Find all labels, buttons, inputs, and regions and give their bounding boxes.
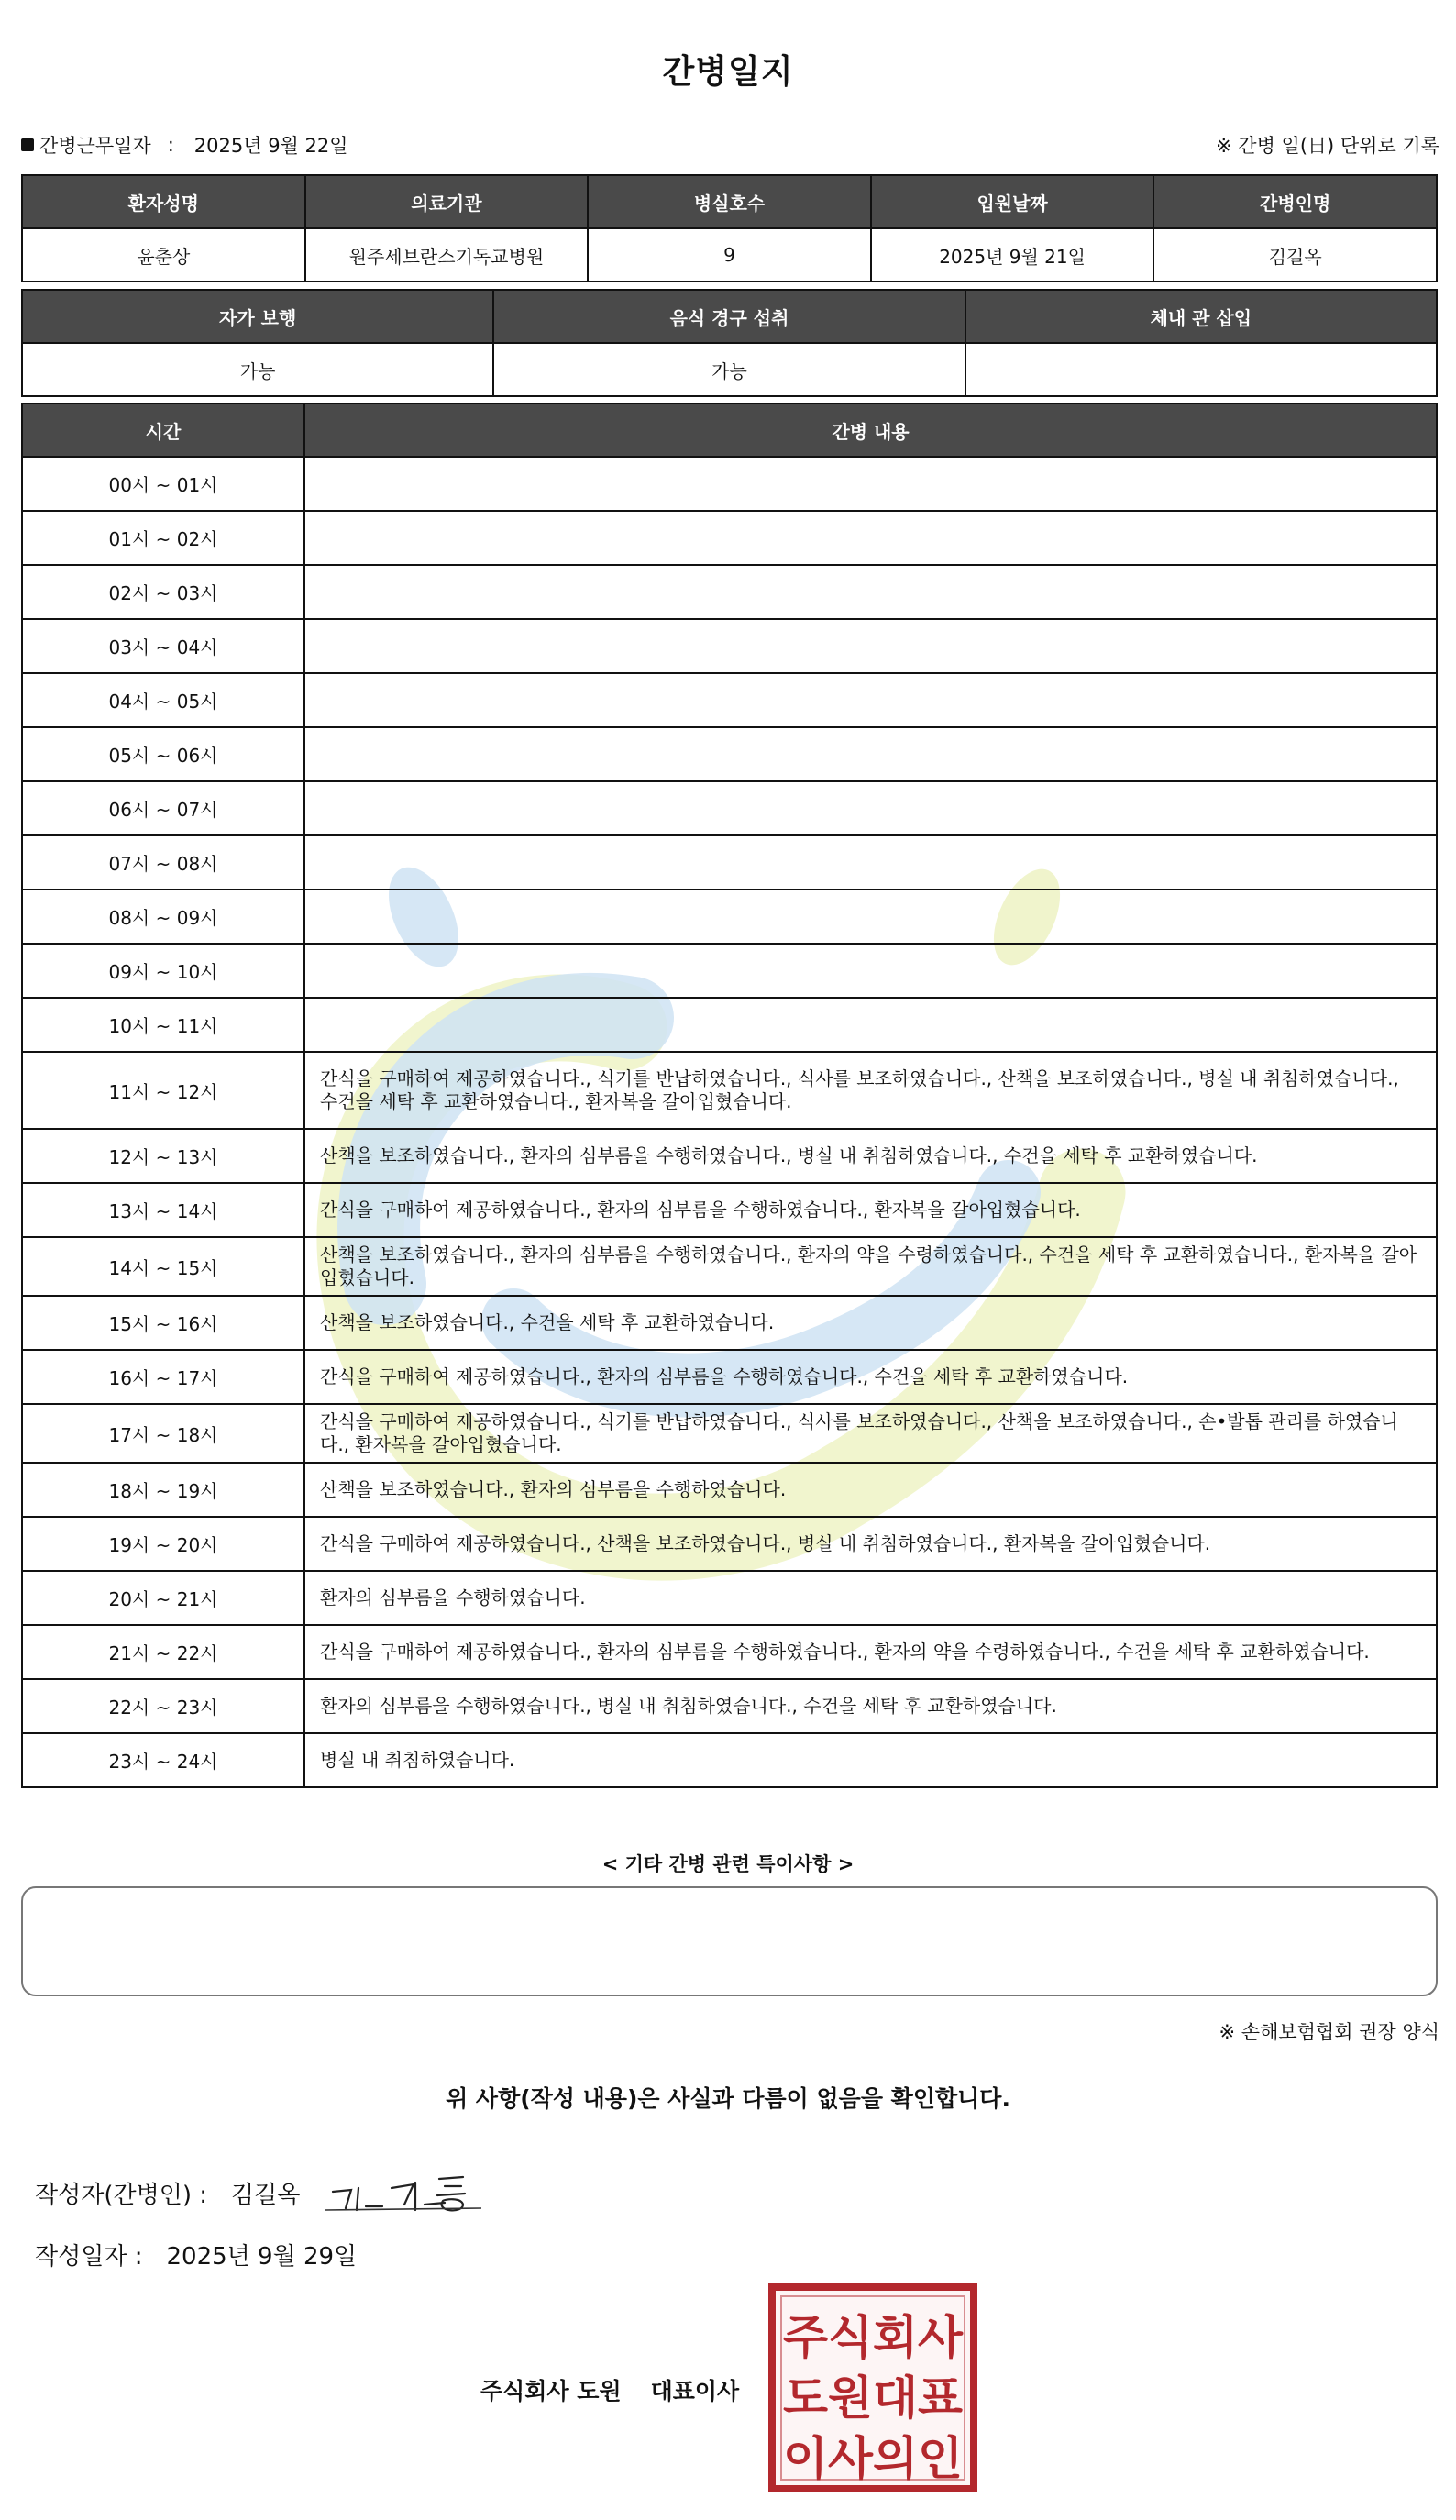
patient-info-table	[21, 174, 1438, 282]
handwritten-signature	[325, 2164, 491, 2219]
row-care-content: 간식을 구매하여 제공하였습니다., 식기를 반납하였습니다., 식사를 보조하였습니다., 산책을 보조하였습니다., 손•발톱 관리를 하였습니다., 환자복을 갈아입혔습니다.	[304, 1404, 1437, 1463]
row-time: 07시 ~ 08시	[22, 835, 304, 890]
table-row	[22, 673, 1437, 727]
writer-line	[35, 2176, 300, 2210]
header-admission-date: 입원날짜	[871, 175, 1154, 228]
patient-status-table	[21, 289, 1438, 397]
seal-line-1: 주식회사	[783, 2311, 964, 2364]
oral-intake-value: 가능	[493, 343, 965, 396]
row-care-content: 간식을 구매하여 제공하였습니다., 환자의 심부름을 수행하였습니다., 환자의 약을 수령하였습니다., 수건을 세탁 후 교환하였습니다.	[304, 1625, 1437, 1679]
row-care-content: 간식을 구매하여 제공하였습니다., 식기를 반납하였습니다., 식사를 보조하였습니다., 산책을 보조하였습니다., 병실 내 취침하였습니다., 수건을 세탁 후 교환하였습니다., 환자복을 갈아입혔습니다.	[304, 1052, 1437, 1129]
writer-label: 작성자(간병인) :	[35, 2182, 208, 2209]
header-hospital: 의료기관	[305, 175, 589, 228]
writer-name: 김길옥	[231, 2182, 301, 2209]
row-care-content: 환자의 심부름을 수행하였습니다., 병실 내 취침하였습니다., 수건을 세탁 후 교환하였습니다.	[304, 1679, 1437, 1733]
table-row	[22, 781, 1437, 835]
self-walking-value: 가능	[22, 343, 493, 396]
row-time: 00시 ~ 01시	[22, 457, 304, 511]
work-date-label: 간병근무일자	[39, 135, 151, 157]
hourly-log-table	[21, 403, 1438, 1788]
work-date-separator: :	[167, 134, 174, 156]
row-time: 20시 ~ 21시	[22, 1571, 304, 1625]
header-room: 병실호수	[588, 175, 871, 228]
row-care-content: 환자의 심부름을 수행하였습니다.	[304, 1571, 1437, 1625]
row-time: 11시 ~ 12시	[22, 1052, 304, 1129]
written-date-value: 2025년 9월 29일	[166, 2243, 358, 2271]
header-time: 시간	[22, 403, 304, 457]
header-tube-insertion: 체내 관 삽입	[965, 290, 1437, 343]
unit-note: ※ 간병 일(日) 단위로 기록	[1216, 135, 1439, 157]
table-row	[22, 1625, 1437, 1679]
square-bullet-icon	[21, 138, 34, 151]
hospital-name: 원주세브란스기독교병원	[305, 228, 589, 282]
table-row	[22, 1571, 1437, 1625]
caregiver-name: 김길옥	[1153, 228, 1437, 282]
row-care-content: 산책을 보조하였습니다., 환자의 심부름을 수행하였습니다., 병실 내 취침하였습니다., 수건을 세탁 후 교환하였습니다.	[304, 1129, 1437, 1183]
special-notes-title: < 기타 간병 관련 특이사항 >	[601, 1853, 855, 1875]
table-row	[22, 457, 1437, 511]
row-time: 18시 ~ 19시	[22, 1463, 304, 1517]
table-row	[22, 511, 1437, 565]
special-notes-box	[21, 1886, 1438, 1996]
row-time: 14시 ~ 15시	[22, 1237, 304, 1296]
table-row	[22, 1296, 1437, 1350]
seal-line-2: 도원대표	[783, 2371, 964, 2425]
row-care-content	[304, 457, 1437, 511]
table-row	[22, 565, 1437, 619]
row-care-content	[304, 619, 1437, 673]
row-care-content: 산책을 보조하였습니다., 수건을 세탁 후 교환하였습니다.	[304, 1296, 1437, 1350]
company-seal-stamp	[768, 2283, 977, 2492]
header-caregiver: 간병인명	[1153, 175, 1437, 228]
row-time: 06시 ~ 07시	[22, 781, 304, 835]
work-date-value: 2025년 9월 22일	[193, 135, 348, 157]
written-date-line	[35, 2238, 357, 2271]
row-care-content	[304, 944, 1437, 998]
table-row	[22, 835, 1437, 890]
row-time: 13시 ~ 14시	[22, 1183, 304, 1237]
row-time: 08시 ~ 09시	[22, 890, 304, 944]
document-title: 간병일지	[662, 53, 794, 91]
row-care-content: 간식을 구매하여 제공하였습니다., 환자의 심부름을 수행하였습니다., 수건을 세탁 후 교환하였습니다.	[304, 1350, 1437, 1404]
table-row	[22, 998, 1437, 1052]
row-time: 21시 ~ 22시	[22, 1625, 304, 1679]
room-number: 9	[588, 228, 871, 282]
row-time: 09시 ~ 10시	[22, 944, 304, 998]
row-care-content	[304, 835, 1437, 890]
row-care-content	[304, 727, 1437, 781]
row-time: 03시 ~ 04시	[22, 619, 304, 673]
row-time: 10시 ~ 11시	[22, 998, 304, 1052]
company-rep-title: 대표이사	[650, 2378, 740, 2404]
table-row	[22, 890, 1437, 944]
admission-date: 2025년 9월 21일	[871, 228, 1154, 282]
row-time: 23시 ~ 24시	[22, 1733, 304, 1787]
row-time: 02시 ~ 03시	[22, 565, 304, 619]
table-row	[22, 1129, 1437, 1183]
table-row	[22, 944, 1437, 998]
header-care-content: 간병 내용	[304, 403, 1437, 457]
confirmation-statement: 위 사항(작성 내용)은 사실과 다름이 없음을 확인합니다.	[446, 2085, 1010, 2112]
row-care-content: 산책을 보조하였습니다., 환자의 심부름을 수행하였습니다.	[304, 1463, 1437, 1517]
table-row	[22, 1517, 1437, 1571]
row-time: 01시 ~ 02시	[22, 511, 304, 565]
row-care-content	[304, 998, 1437, 1052]
table-row	[22, 619, 1437, 673]
table-row	[22, 1237, 1437, 1296]
row-time: 19시 ~ 20시	[22, 1517, 304, 1571]
patient-name: 윤춘상	[22, 228, 305, 282]
row-time: 22시 ~ 23시	[22, 1679, 304, 1733]
row-time: 12시 ~ 13시	[22, 1129, 304, 1183]
row-care-content: 간식을 구매하여 제공하였습니다., 산책을 보조하였습니다., 병실 내 취침하였습니다., 환자복을 갈아입혔습니다.	[304, 1517, 1437, 1571]
row-care-content	[304, 890, 1437, 944]
row-care-content: 산책을 보조하였습니다., 환자의 심부름을 수행하였습니다., 환자의 약을 수령하였습니다., 수건을 세탁 후 교환하였습니다., 환자복을 갈아입혔습니다.	[304, 1237, 1437, 1296]
table-row	[22, 1463, 1437, 1517]
row-time: 17시 ~ 18시	[22, 1404, 304, 1463]
tube-insertion-value	[965, 343, 1437, 396]
log-rows	[22, 457, 1437, 1787]
table-row	[22, 1679, 1437, 1733]
row-care-content	[304, 511, 1437, 565]
seal-line-3: 이사의인	[783, 2432, 963, 2485]
work-date-line	[21, 131, 348, 159]
company-name: 주식회사 도원	[480, 2378, 622, 2404]
row-care-content	[304, 565, 1437, 619]
row-time: 04시 ~ 05시	[22, 673, 304, 727]
table-row	[22, 727, 1437, 781]
header-patient-name: 환자성명	[22, 175, 305, 228]
row-care-content	[304, 673, 1437, 727]
row-time: 15시 ~ 16시	[22, 1296, 304, 1350]
row-time: 05시 ~ 06시	[22, 727, 304, 781]
table-row	[22, 1183, 1437, 1237]
table-row	[22, 1404, 1437, 1463]
table-row	[22, 1733, 1437, 1787]
company-line	[480, 2373, 739, 2406]
table-row	[22, 1052, 1437, 1129]
form-note: ※ 손해보험협회 권장 양식	[1219, 2021, 1439, 2043]
row-care-content: 병실 내 취침하였습니다.	[304, 1733, 1437, 1787]
header-self-walking: 자가 보행	[22, 290, 493, 343]
row-time: 16시 ~ 17시	[22, 1350, 304, 1404]
written-date-label: 작성일자 :	[35, 2243, 143, 2271]
header-oral-intake: 음식 경구 섭취	[493, 290, 965, 343]
table-row	[22, 1350, 1437, 1404]
row-care-content	[304, 781, 1437, 835]
row-care-content: 간식을 구매하여 제공하였습니다., 환자의 심부름을 수행하였습니다., 환자복을 갈아입혔습니다.	[304, 1183, 1437, 1237]
